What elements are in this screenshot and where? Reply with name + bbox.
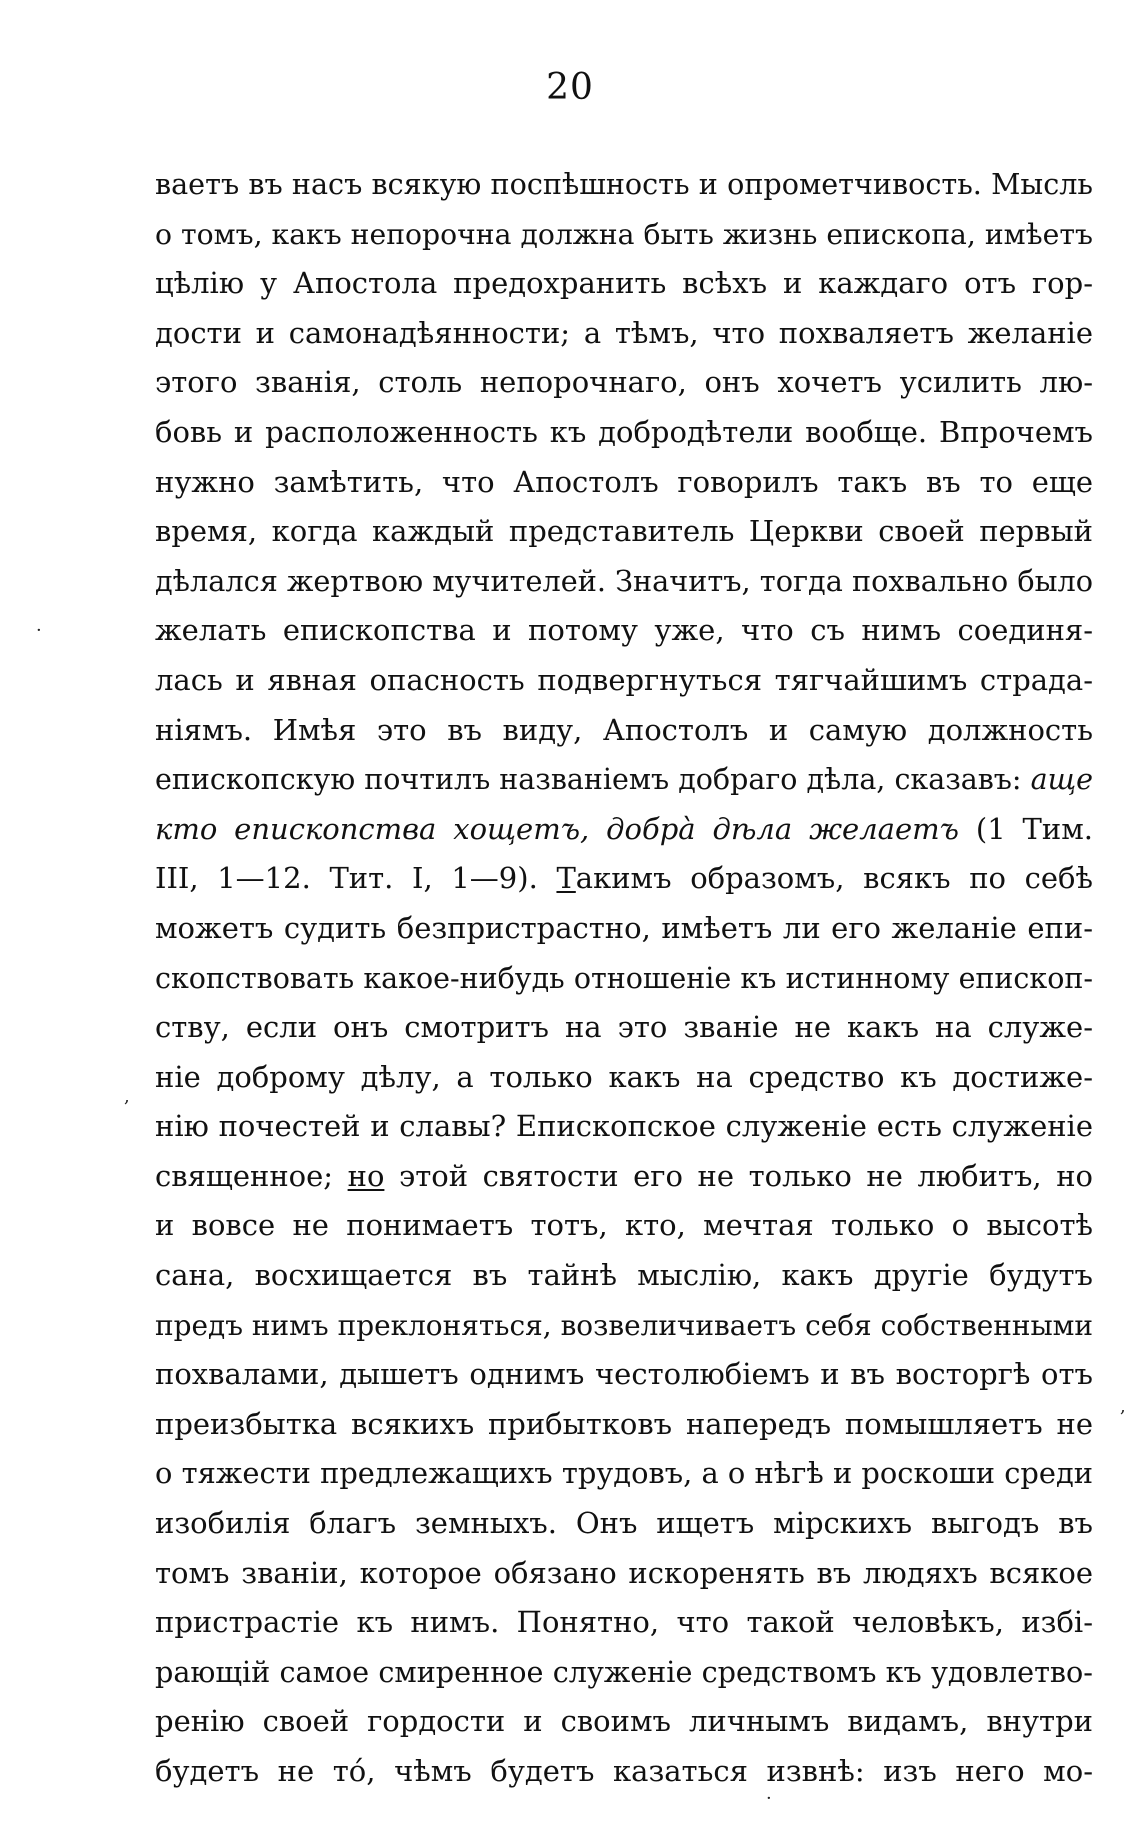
text-line xyxy=(155,1251,1093,1301)
text-segment: желать епископства и потому уже, что съ нимъ соединя- xyxy=(155,613,1093,648)
text-segment: ніямъ. Имѣя это въ виду, Апостолъ и самую должность xyxy=(155,712,1093,747)
text-segment: рающій самое смиренное служеніе средствомъ къ удовлетво- xyxy=(155,1654,1093,1689)
page-body-text xyxy=(155,160,1093,1797)
text-segment: можетъ судить безпристрастно, имѣетъ ли его желаніе епи- xyxy=(155,910,1093,945)
text-segment: (1 Тим. xyxy=(958,811,1093,846)
text-segment: предъ нимъ преклоняться, возвеличиваетъ себя собственными xyxy=(155,1308,1093,1342)
text-line xyxy=(155,1648,1093,1698)
text-line xyxy=(155,1449,1093,1499)
text-segment: будетъ не тó, чѣмъ будетъ казаться извнѣ: изъ него мо- xyxy=(155,1754,1093,1788)
text-line xyxy=(155,805,1093,855)
text-line xyxy=(155,160,1093,210)
text-line xyxy=(155,1598,1093,1648)
text-segment: и вовсе не понимаетъ тотъ, кто, мечтая только о высотѣ xyxy=(155,1208,1093,1243)
text-segment: изобилія благъ земныхъ. Онъ ищетъ мірскихъ выгодъ въ xyxy=(155,1506,1093,1541)
text-line xyxy=(155,507,1093,557)
text-segment: преизбытка всякихъ прибытковъ напередъ помышляетъ не xyxy=(155,1406,1093,1441)
text-segment: нужно замѣтить, что Апостолъ говорилъ такъ въ то еще xyxy=(155,464,1093,499)
text-segment: ніе доброму дѣлу, а только какъ на средство къ достиже- xyxy=(155,1059,1093,1094)
text-segment: о тяжести предлежащихъ трудовъ, а о нѣгѣ и роскоши среди xyxy=(155,1456,1093,1491)
text-line xyxy=(155,1201,1093,1251)
text-line xyxy=(155,1053,1093,1103)
text-line xyxy=(155,656,1093,706)
text-segment: лась и явная опасность подвергнуться тягчайшимъ страда- xyxy=(155,662,1093,697)
text-segment: этой святости его не только не любитъ, но xyxy=(384,1158,1093,1193)
text-segment: этого званія, столь непорочнаго, онъ хочетъ усилить лю- xyxy=(155,365,1093,400)
text-segment: сана, восхищается въ тайнѣ мыслію, какъ другіе будутъ xyxy=(155,1258,1093,1293)
stray-mark: , xyxy=(1120,1396,1126,1417)
text-line xyxy=(155,706,1093,756)
text-segment: дѣлался жертвою мучителей. Значитъ, тогда похвально было xyxy=(155,563,1093,598)
text-line xyxy=(155,1499,1093,1549)
text-line xyxy=(155,1697,1093,1747)
text-segment: священное; xyxy=(155,1158,348,1193)
text-segment: дости и самонадѣянности; а тѣмъ, что похваляетъ желаніе xyxy=(155,315,1093,350)
text-segment: о томъ, какъ непорочна должна быть жизнь епископа, имѣетъ xyxy=(155,217,1093,251)
text-line xyxy=(155,904,1093,954)
stray-mark: , xyxy=(124,1086,130,1107)
text-segment: томъ званіи, которое обязано искоренять въ людяхъ всякое xyxy=(155,1555,1093,1590)
text-line xyxy=(155,458,1093,508)
text-line xyxy=(155,358,1093,408)
text-line xyxy=(155,755,1093,805)
text-line xyxy=(155,309,1093,359)
stray-mark: · xyxy=(766,1788,772,1809)
italic-quote: кто епископства хощетъ, добрà дѣла желаетъ xyxy=(155,811,959,846)
underlined-text: Т xyxy=(556,861,576,896)
text-segment: время, когда каждый представитель Церкви своей первый xyxy=(155,514,1093,549)
text-line xyxy=(155,1102,1093,1152)
text-line xyxy=(155,1003,1093,1053)
text-segment: епископскую почтилъ названіемъ добраго дѣла, сказавъ: xyxy=(155,763,1031,797)
italic-quote: аще xyxy=(1030,763,1093,797)
text-segment: похвалами, дышетъ однимъ честолюбіемъ и въ восторгѣ отъ xyxy=(155,1357,1093,1392)
text-line xyxy=(155,954,1093,1004)
text-segment: акимъ образомъ, всякъ по себѣ xyxy=(575,861,1093,896)
text-line xyxy=(155,606,1093,656)
text-line xyxy=(155,1549,1093,1599)
text-segment: III, 1—12. Тит. I, 1—9). xyxy=(155,861,557,896)
text-line xyxy=(155,1152,1093,1202)
text-segment: ству, если онъ смотритъ на это званіе не какъ на служе- xyxy=(155,1010,1093,1045)
text-line xyxy=(155,1301,1093,1351)
text-line xyxy=(155,1350,1093,1400)
text-line xyxy=(155,557,1093,607)
text-line xyxy=(155,259,1093,309)
text-line xyxy=(155,210,1093,260)
page-number: 20 xyxy=(546,67,594,108)
text-line xyxy=(155,854,1093,904)
stray-mark: · xyxy=(36,620,42,641)
text-segment: пристрастіе къ нимъ. Понятно, что такой человѣкъ, избі- xyxy=(155,1605,1093,1640)
text-segment: цѣлію у Апостола предохранить всѣхъ и каждаго отъ гор- xyxy=(155,266,1093,301)
underlined-text: но xyxy=(347,1158,385,1193)
text-line xyxy=(155,408,1093,458)
text-line xyxy=(155,1747,1093,1797)
text-segment: скопствовать какое-нибудь отношеніе къ истинному епископ- xyxy=(155,961,1093,995)
text-line xyxy=(155,1400,1093,1450)
text-segment: бовь и расположенность къ добродѣтели вообще. Впрочемъ xyxy=(155,414,1093,449)
text-segment: ренію своей гордости и своимъ личнымъ видамъ, внутри xyxy=(155,1704,1093,1739)
text-segment: ваетъ въ насъ всякую поспѣшность и опрометчивость. Мысль xyxy=(155,167,1093,201)
text-segment: нію почестей и славы? Епископское служеніе есть служеніе xyxy=(155,1109,1093,1144)
